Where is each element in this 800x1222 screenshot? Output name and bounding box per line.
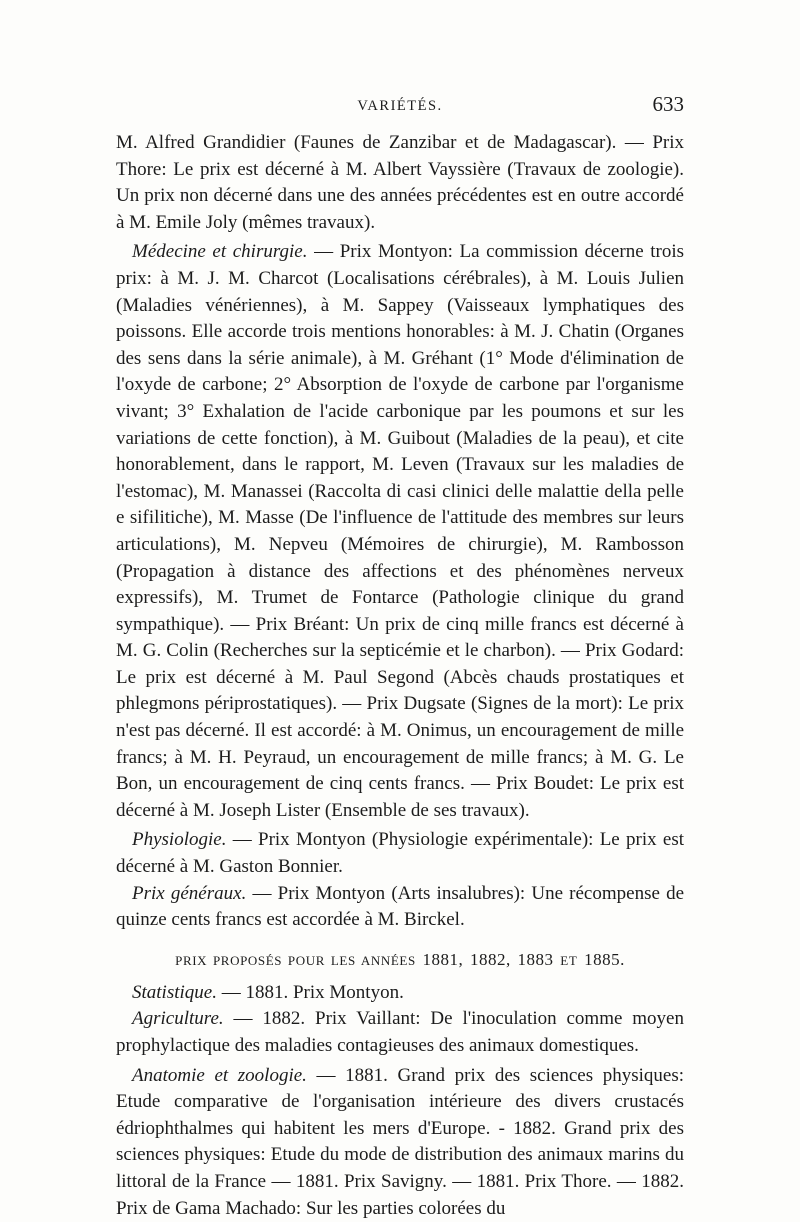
paragraph-text: M. Alfred Grandidier (Faunes de Zanzibar et de Madagascar). — Prix Thore: Le prix est décerné à M. Albert Vayssière (Travaux de zoologie). Un prix non décerné dans une des années précédentes est en outre accordé à M. Emile Joly (mêmes travaux). bbox=[116, 132, 684, 233]
paragraph-text: — Prix Montyon: La commission décerne trois prix: à M. J. M. Charcot (Localisations cérébrales), à M. Louis Julien (Maladies vénériennes), à M. Sappey (Vaisseaux lymphatiques des poissons. Elle accorde trois mentions honorables: à M. J. Chatin (Organes des sens dans la série animale), à M. Gréhant (1° Mode d'élimination de l'oxyde de carbone; 2° Absorption de l'oxyde de carbone par l'organisme vivant; 3° Exhalation de l'acide carbonique par les poumons et sur les variations de cette fonction), à M. Guibout (Maladies de la peau), et cite honorablement, dans le rapport, M. Leven (Travaux sur les maladies de l'estomac), M. Manassei (Raccolta di casi clinici delle malattie della pelle e sifilitiche), M. Masse (De l'influence de l'attitude des membres sur leurs articulations), M. Nepveu (Mémoires de chirurgie), M. Rambosson (Propagation à distance des affections et des phénomènes nerveux expressifs), M. Trumet de Fontarce (Pathologie clinique du grand sympathique). — Prix Bréant: Un prix de cinq mille francs est décerné à M. G. Colin (Recherches sur la septicémie et le charbon). — Prix Godard: Le prix est décerné à M. Paul Segond (Abcès chauds prostatiques et phlegmons périprostatiques). — Prix Dugsate (Signes de la mort): Le prix n'est pas décerné. Il est accordé: à M. Onimus, un encouragement de mille francs; à M. H. Peyraud, un encouragement de mille francs; à M. G. Le Bon, un encouragement de cinq cents francs. — Prix Boudet: Le prix est décerné à M. Joseph Lister (Ensemble de ses travaux). bbox=[116, 241, 684, 821]
section-heading-years-a: 1881, 1882, 1883 bbox=[422, 949, 554, 969]
paragraph-agriculture bbox=[116, 1006, 684, 1059]
paragraph-statistique bbox=[116, 980, 684, 1007]
running-head bbox=[116, 92, 684, 124]
rubric-statistique: Statistique. bbox=[132, 981, 217, 1003]
section-heading-years-b: 1885. bbox=[584, 949, 625, 969]
paragraph-text: — 1882. Prix Vaillant: De l'inoculation comme moyen prophylactique des maladies contagieuses des animaux domestiques. bbox=[116, 1008, 684, 1056]
page-number: 633 bbox=[652, 92, 684, 116]
rubric-prix-generaux: Prix généraux. bbox=[132, 882, 247, 904]
running-title: VARIÉTÉS. bbox=[357, 98, 443, 114]
rubric-anatomie: Anatomie et zoologie. bbox=[132, 1064, 307, 1086]
section-heading-caps: PRIX PROPOSÉS POUR LES ANNÉES bbox=[175, 952, 416, 968]
rubric-agriculture: Agriculture. bbox=[132, 1008, 224, 1030]
paragraph-text: — 1881. Prix Montyon. bbox=[216, 981, 404, 1003]
rubric-physiologie: Physiologie. bbox=[132, 829, 227, 851]
paragraph-grandidier bbox=[116, 130, 684, 236]
paragraph-text: — Prix Montyon (Arts insalubres): Une récompense de quinze cents francs est accordée à M. Birckel. bbox=[116, 882, 685, 931]
document-page bbox=[116, 92, 684, 1222]
section-heading-conj: ET bbox=[560, 952, 578, 968]
section-heading bbox=[116, 950, 684, 970]
paragraph-physiologie bbox=[116, 827, 684, 880]
rubric-medecine: Médecine et chirurgie. bbox=[132, 241, 308, 263]
paragraph-prix-generaux bbox=[116, 881, 684, 934]
paragraph-anatomie bbox=[116, 1063, 684, 1222]
paragraph-medecine bbox=[116, 239, 684, 824]
paragraph-text: — 1881. Grand prix des sciences physiques: Etude comparative de l'organisation intérieure des divers crustacés édriophthalmes qui habitent les mers d'Europe. - 1882. Grand prix des sciences physiques: Etude du mode de distribution des animaux marins du littoral de la France — 1881. Prix Savigny. — 1881. Prix Thore. — 1882. Prix de Gama Machado: Sur les parties colorées du bbox=[116, 1064, 684, 1219]
paragraph-text: — Prix Montyon (Physiologie expérimentale): Le prix est décerné à M. Gaston Bonnier. bbox=[116, 829, 684, 878]
